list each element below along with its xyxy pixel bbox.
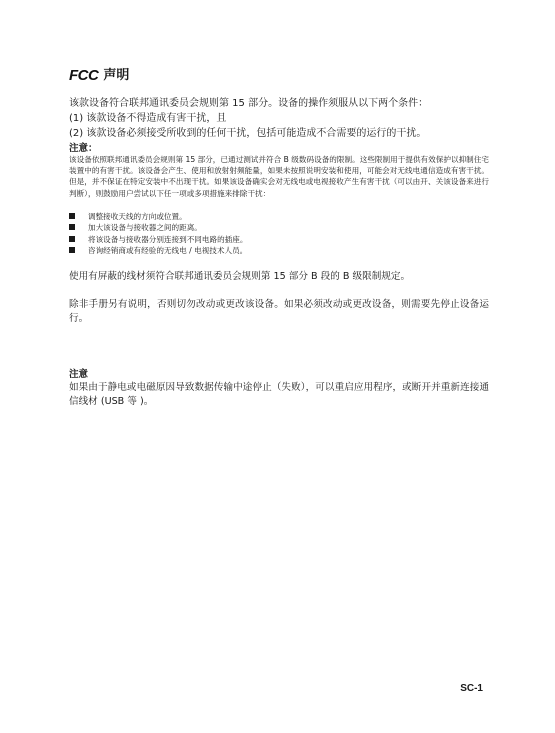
measure-text: 将该设备与接收器分别连接到不同电路的插座。 (88, 234, 248, 244)
second-note-text: 如果由于静电或电磁原因导致数据传输中途停止（失败），可以重启应用程序，或断开并重新连接通信线材 (USB 等 )。 (69, 382, 489, 407)
condition-2: (2) 该款设备必须接受所收到的任何干扰，包括可能造成不合需要的运行的干扰。 (69, 128, 427, 139)
square-bullet-icon (69, 213, 75, 219)
fcc-conditions (69, 96, 489, 141)
statement-title: 声明 (103, 68, 130, 83)
page-number: SC-1 (460, 683, 483, 694)
list-item (69, 211, 489, 222)
conditions-intro: 该款设备符合联邦通讯委员会规则第 15 部分。设备的操作须服从以下两个条件： (69, 98, 429, 109)
list-item (69, 222, 489, 233)
shielded-cable-statement: 使用有屏蔽的线材须符合联邦通讯委员会规则第 15 部分 B 段的 B 级限制规定。 (69, 271, 411, 282)
second-note-heading: 注意 (69, 369, 89, 380)
square-bullet-icon (69, 224, 75, 230)
condition-1: (1) 该款设备不得造成有害干扰，且 (69, 113, 227, 124)
list-item (69, 245, 489, 256)
list-item (69, 234, 489, 245)
fcc-logo: FCC (69, 67, 99, 84)
modification-warning: 除非手册另有说明，否则切勿改动或更改该设备。如果必须改动或更改设备，则需要先停止设备运行。 (69, 299, 489, 324)
note-paragraph (69, 154, 489, 199)
interference-measures-list (69, 211, 489, 257)
square-bullet-icon (69, 236, 75, 242)
note-heading: 注意： (69, 143, 98, 154)
fcc-statement-heading (69, 68, 129, 84)
measure-text: 咨询经销商或有经验的无线电 / 电视技术人员。 (88, 246, 248, 256)
square-bullet-icon (69, 247, 75, 253)
note-text: 该设备依照联邦通讯委员会规则第 15 部分，已通过测试并符合 B 级数码设备的限制。这些限制用于提供有效保护以抑制住宅装置中的有害干扰。该设备会产生、使用和放射射频能量，如果未按照说明安装和使用，可能会对无线电通信造成有害干扰。但是，并不保证在特定安装中不出现干扰。如果该设备确实会对无线电或电视接收产生有害干扰（可以由开、关该设备来进行判断），则鼓励用户尝试以下任一项或多项措施来排除干扰： (69, 155, 489, 198)
measure-text: 调整接收天线的方向或位置。 (88, 212, 187, 221)
measure-text: 加大该设备与接收器之间的距离。 (88, 223, 202, 233)
